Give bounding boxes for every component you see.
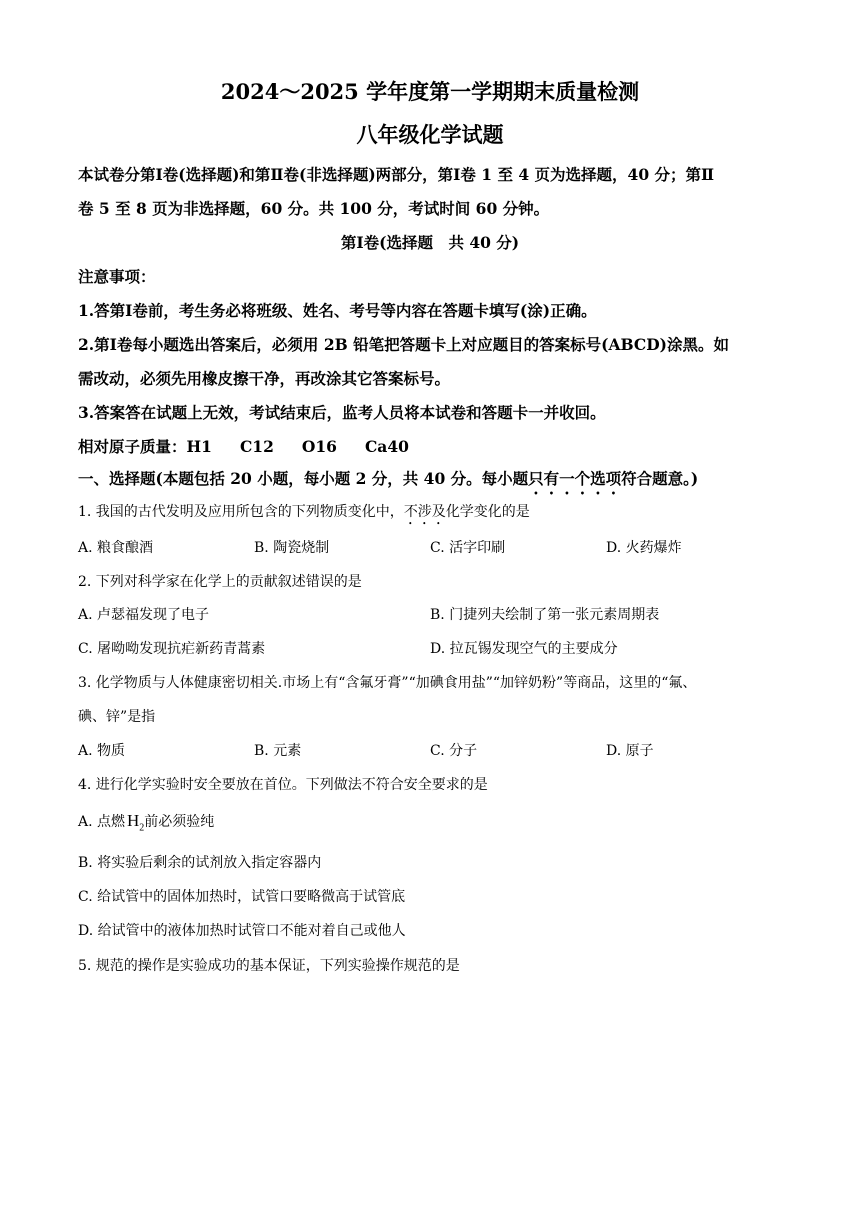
part1-suffix: 符合题意。) xyxy=(621,469,699,488)
q3-option-b: B. 元素 xyxy=(254,743,302,759)
section1-title: 第Ⅰ卷(选择题 共 40 分) xyxy=(340,233,520,252)
note-1: 1.答第Ⅰ卷前，考生务必将班级、姓名、考号等内容在答题卡填写(涂)正确。 xyxy=(78,301,597,320)
q1-option-b: B. 陶瓷烧制 xyxy=(254,540,330,556)
exam-subtitle: 八年级化学试题 xyxy=(356,122,504,147)
note-2b: 需改动，必须先用橡皮擦干净，再改涂其它答案标号。 xyxy=(78,369,451,388)
q4-option-b: B. 将实验后剩余的试剂放入指定容器内 xyxy=(78,855,322,871)
q4-option-c: C. 给试管中的固体加热时，试管口要略微高于试管底 xyxy=(78,889,406,905)
atomic-mass-ca: Ca40 xyxy=(364,437,409,456)
q4-option-d: D. 给试管中的液体加热时试管口不能对着自己或他人 xyxy=(78,923,406,939)
q3-option-a: A. 物质 xyxy=(78,743,126,759)
exam-title: 2024～2025 学年度第一学期期末质量检测 xyxy=(220,79,640,104)
q4-option-a-suffix: 前必须验纯 xyxy=(144,814,215,830)
q3-option-d: D. 原子 xyxy=(606,743,654,759)
note-2a: 2.第Ⅰ卷每小题选出答案后，必须用 2B 铅笔把答题卡上对应题目的答案标号(ABCD)涂黑。如 xyxy=(78,335,729,354)
q1-stem xyxy=(78,501,530,528)
note-3: 3.答案答在试题上无效，考试结束后，监考人员将本试卷和答题卡一并收回。 xyxy=(78,403,606,422)
q2-option-b: B. 门捷列夫绘制了第一张元素周期表 xyxy=(430,607,660,623)
h2-formula-symbol: H xyxy=(127,811,140,830)
atomic-mass-o: O16 xyxy=(301,437,337,456)
h2-formula xyxy=(127,811,145,834)
q3-stem-line-1: 3. 化学物质与人体健康密切相关.市场上有“含氟牙膏”“加碘食用盐”“加锌奶粉”等商品，这里的“氟、 xyxy=(78,675,697,691)
q4-option-a xyxy=(78,811,214,833)
q1-option-c: C. 活字印刷 xyxy=(430,540,506,556)
q2-option-a: A. 卢瑟福发现了电子 xyxy=(78,607,210,623)
intro-line-1: 本试卷分第Ⅰ卷(选择题)和第Ⅱ卷(非选择题)两部分，第Ⅰ卷 1 至 4 页为选择题，40 分；第Ⅱ xyxy=(78,165,715,184)
q1-stem-prefix: 1. 我国的古代发明及应用所包含的下列物质变化中， xyxy=(78,504,404,520)
q1-option-a: A. 粮食酿酒 xyxy=(78,540,154,556)
atomic-mass-c: C12 xyxy=(239,437,274,456)
part1-prefix: 一、选择题(本题包括 20 小题，每小题 2 分，共 40 分。每小题 xyxy=(78,469,529,488)
q3-stem-line-2: 碘、锌”是指 xyxy=(78,709,156,725)
q1-stem-emphasis: 不涉及 xyxy=(403,504,446,520)
h2-formula-subscript: 2 xyxy=(139,822,145,834)
q2-stem: 2. 下列对科学家在化学上的贡献叙述错误的是 xyxy=(78,574,362,590)
q4-option-a-prefix: A. 点燃 xyxy=(78,814,126,830)
q5-stem: 5. 规范的操作是实验成功的基本保证，下列实验操作规范的是 xyxy=(78,958,460,974)
atomic-mass-row xyxy=(78,435,409,457)
q2-option-d: D. 拉瓦锡发现空气的主要成分 xyxy=(430,641,618,657)
atomic-mass-label: 相对原子质量： xyxy=(78,437,187,456)
notes-heading: 注意事项： xyxy=(78,267,156,286)
q4-stem: 4. 进行化学实验时安全要放在首位。下列做法不符合安全要求的是 xyxy=(78,777,488,793)
q1-option-d: D. 火药爆炸 xyxy=(606,540,682,556)
part1-heading xyxy=(78,467,698,498)
q3-option-c: C. 分子 xyxy=(430,743,478,759)
q2-option-c: C. 屠呦呦发现抗疟新药青蒿素 xyxy=(78,641,266,657)
q1-stem-suffix: 化学变化的是 xyxy=(445,504,530,520)
atomic-mass-h: H1 xyxy=(186,437,212,456)
part1-emphasis: 只有一个选项 xyxy=(528,469,622,488)
intro-line-2: 卷 5 至 8 页为非选择题，60 分。共 100 分，考试时间 60 分钟。 xyxy=(78,199,550,218)
